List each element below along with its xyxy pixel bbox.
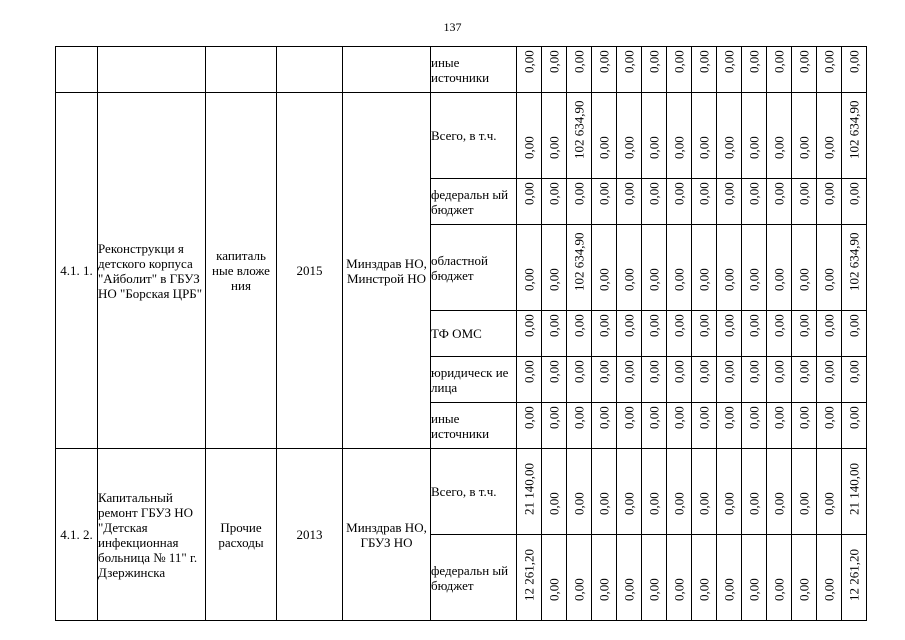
value-cell — [717, 311, 742, 357]
value-cell — [542, 179, 567, 225]
value-text: 0,00 — [771, 136, 787, 159]
value-cell — [667, 535, 692, 621]
value-text: 0,00 — [621, 268, 637, 291]
value-text: 0,00 — [671, 182, 687, 205]
value-text: 21 140,00 — [521, 463, 537, 515]
value-cell — [817, 357, 842, 403]
value-cell — [617, 449, 642, 535]
value-cell — [842, 449, 867, 535]
value-text: 0,00 — [721, 50, 737, 73]
value-cell — [642, 47, 667, 93]
value-text: 0,00 — [746, 492, 762, 515]
value-cell — [642, 535, 667, 621]
value-text: 0,00 — [621, 492, 637, 515]
value-cell — [767, 449, 792, 535]
value-text: 0,00 — [521, 182, 537, 205]
value-text: 0,00 — [596, 492, 612, 515]
value-text: 0,00 — [771, 268, 787, 291]
value-text: 0,00 — [546, 182, 562, 205]
value-text: 0,00 — [571, 50, 587, 73]
value-text: 0,00 — [696, 50, 712, 73]
value-cell — [767, 535, 792, 621]
value-text: 0,00 — [721, 492, 737, 515]
value-text: 0,00 — [546, 268, 562, 291]
value-text: 0,00 — [621, 314, 637, 337]
value-cell — [717, 449, 742, 535]
value-cell — [692, 535, 717, 621]
value-cell — [817, 311, 842, 357]
value-cell — [642, 93, 667, 179]
value-cell — [842, 357, 867, 403]
value-text: 0,00 — [821, 314, 837, 337]
value-cell — [667, 47, 692, 93]
value-cell — [692, 311, 717, 357]
value-text: 0,00 — [821, 492, 837, 515]
value-cell — [742, 179, 767, 225]
value-text: 0,00 — [571, 314, 587, 337]
value-cell — [717, 357, 742, 403]
value-text: 0,00 — [696, 268, 712, 291]
value-text: 21 140,00 — [846, 463, 862, 515]
item-year: 2013 — [277, 449, 343, 621]
value-cell — [742, 93, 767, 179]
value-text: 0,00 — [671, 492, 687, 515]
value-text: 0,00 — [696, 182, 712, 205]
value-text: 0,00 — [521, 268, 537, 291]
value-cell — [542, 535, 567, 621]
value-cell — [842, 225, 867, 311]
value-text: 0,00 — [721, 578, 737, 601]
value-text: 0,00 — [796, 360, 812, 383]
value-text: 0,00 — [521, 314, 537, 337]
value-cell — [667, 449, 692, 535]
item-name: Реконструкци я детского корпуса "Айболит" в ГБУЗ НО "Борская ЦРБ" — [98, 93, 206, 449]
value-cell — [692, 403, 717, 449]
value-text: 0,00 — [596, 406, 612, 429]
value-cell — [567, 403, 592, 449]
funding-source: областной бюджет — [431, 225, 517, 311]
value-text: 12 261,20 — [521, 549, 537, 601]
value-text: 0,00 — [771, 314, 787, 337]
value-text: 0,00 — [796, 578, 812, 601]
value-text: 0,00 — [646, 182, 662, 205]
value-text: 0,00 — [596, 182, 612, 205]
value-text: 0,00 — [671, 268, 687, 291]
value-cell — [792, 225, 817, 311]
value-text: 0,00 — [746, 268, 762, 291]
value-text: 0,00 — [621, 50, 637, 73]
value-cell — [792, 535, 817, 621]
item-year — [277, 47, 343, 93]
value-cell — [742, 535, 767, 621]
value-cell — [767, 179, 792, 225]
value-cell — [692, 47, 717, 93]
value-text: 0,00 — [521, 360, 537, 383]
value-text: 0,00 — [621, 136, 637, 159]
value-text: 0,00 — [521, 50, 537, 73]
value-text: 0,00 — [571, 492, 587, 515]
value-text: 0,00 — [671, 50, 687, 73]
value-cell — [567, 179, 592, 225]
value-text: 0,00 — [546, 360, 562, 383]
value-cell — [842, 47, 867, 93]
value-cell — [642, 225, 667, 311]
value-text: 0,00 — [821, 136, 837, 159]
value-cell — [542, 93, 567, 179]
value-text: 0,00 — [746, 360, 762, 383]
value-text: 0,00 — [546, 136, 562, 159]
value-cell — [567, 449, 592, 535]
value-cell — [592, 93, 617, 179]
value-text: 0,00 — [646, 50, 662, 73]
value-text: 0,00 — [671, 578, 687, 601]
value-cell — [792, 449, 817, 535]
value-text: 0,00 — [646, 360, 662, 383]
value-text: 102 634,90 — [571, 232, 587, 291]
value-cell — [717, 179, 742, 225]
value-cell — [667, 179, 692, 225]
value-text: 0,00 — [646, 492, 662, 515]
item-number — [56, 47, 98, 93]
funding-source: федеральн ый бюджет — [431, 535, 517, 621]
value-cell — [592, 357, 617, 403]
value-cell — [817, 47, 842, 93]
value-cell — [517, 311, 542, 357]
value-text: 0,00 — [646, 136, 662, 159]
value-cell — [592, 403, 617, 449]
value-text: 0,00 — [596, 50, 612, 73]
value-cell — [767, 225, 792, 311]
value-cell — [692, 93, 717, 179]
value-text: 0,00 — [596, 578, 612, 601]
funding-source: ТФ ОМС — [431, 311, 517, 357]
value-text: 102 634,90 — [846, 100, 862, 159]
funding-source: Всего, в т.ч. — [431, 449, 517, 535]
value-cell — [767, 47, 792, 93]
item-name — [98, 47, 206, 93]
value-cell — [667, 311, 692, 357]
value-cell — [667, 403, 692, 449]
value-cell — [742, 47, 767, 93]
value-text: 0,00 — [771, 182, 787, 205]
value-cell — [717, 47, 742, 93]
expense-type — [206, 47, 277, 93]
value-text: 0,00 — [621, 360, 637, 383]
value-text: 0,00 — [546, 492, 562, 515]
value-text: 0,00 — [796, 406, 812, 429]
value-cell — [642, 179, 667, 225]
value-text: 0,00 — [796, 50, 812, 73]
value-cell — [617, 535, 642, 621]
value-cell — [817, 225, 842, 311]
value-cell — [817, 449, 842, 535]
value-cell — [742, 403, 767, 449]
value-cell — [742, 357, 767, 403]
value-cell — [767, 403, 792, 449]
value-text: 0,00 — [546, 578, 562, 601]
value-cell — [717, 535, 742, 621]
value-cell — [592, 47, 617, 93]
value-cell — [667, 357, 692, 403]
value-cell — [567, 93, 592, 179]
value-cell — [817, 179, 842, 225]
item-name: Капитальный ремонт ГБУЗ НО "Детская инфекционная больница № 11" г. Дзержинска — [98, 449, 206, 621]
value-text: 0,00 — [796, 182, 812, 205]
value-cell — [617, 403, 642, 449]
value-text: 0,00 — [546, 50, 562, 73]
value-text: 0,00 — [571, 360, 587, 383]
value-text: 0,00 — [846, 314, 862, 337]
value-text: 0,00 — [746, 314, 762, 337]
value-text: 102 634,90 — [846, 232, 862, 291]
value-text: 0,00 — [746, 578, 762, 601]
value-cell — [617, 47, 642, 93]
value-cell — [842, 93, 867, 179]
value-text: 0,00 — [746, 50, 762, 73]
value-cell — [717, 225, 742, 311]
value-cell — [717, 93, 742, 179]
value-cell — [517, 535, 542, 621]
value-cell — [667, 93, 692, 179]
page-number: 137 — [443, 20, 462, 34]
value-text: 0,00 — [646, 314, 662, 337]
value-text: 0,00 — [696, 492, 712, 515]
value-cell — [517, 179, 542, 225]
value-text: 0,00 — [746, 136, 762, 159]
value-cell — [517, 93, 542, 179]
value-text: 0,00 — [821, 578, 837, 601]
value-cell — [517, 449, 542, 535]
value-text: 0,00 — [596, 136, 612, 159]
value-cell — [617, 357, 642, 403]
value-cell — [642, 403, 667, 449]
value-text: 0,00 — [671, 406, 687, 429]
expense-type: капиталь ные вложе ния — [206, 93, 277, 449]
value-text: 0,00 — [646, 406, 662, 429]
value-text: 0,00 — [621, 578, 637, 601]
value-cell — [517, 357, 542, 403]
value-text: 0,00 — [771, 406, 787, 429]
item-number: 4.1. 1. — [56, 93, 98, 449]
value-text: 0,00 — [721, 182, 737, 205]
funding-source: юридическ ие лица — [431, 357, 517, 403]
value-cell — [542, 403, 567, 449]
value-cell — [692, 225, 717, 311]
value-cell — [792, 357, 817, 403]
value-text: 0,00 — [696, 136, 712, 159]
value-text: 0,00 — [846, 406, 862, 429]
value-cell — [542, 311, 567, 357]
value-text: 0,00 — [621, 406, 637, 429]
value-text: 0,00 — [546, 314, 562, 337]
value-cell — [617, 93, 642, 179]
value-cell — [767, 93, 792, 179]
value-cell — [792, 47, 817, 93]
funding-source: иные источники — [431, 403, 517, 449]
value-text: 0,00 — [596, 268, 612, 291]
value-cell — [567, 47, 592, 93]
value-text: 0,00 — [846, 50, 862, 73]
value-cell — [617, 179, 642, 225]
value-cell — [642, 357, 667, 403]
value-cell — [592, 535, 617, 621]
responsible-organization: Минздрав НО, Минстрой НО — [343, 93, 431, 449]
value-cell — [517, 47, 542, 93]
value-cell — [692, 449, 717, 535]
value-text: 0,00 — [821, 50, 837, 73]
value-cell — [642, 311, 667, 357]
value-cell — [567, 311, 592, 357]
value-cell — [542, 47, 567, 93]
value-cell — [542, 449, 567, 535]
value-text: 0,00 — [721, 314, 737, 337]
value-cell — [792, 311, 817, 357]
value-text: 0,00 — [571, 406, 587, 429]
value-cell — [742, 225, 767, 311]
value-text: 0,00 — [821, 406, 837, 429]
value-cell — [592, 179, 617, 225]
value-text: 102 634,90 — [571, 100, 587, 159]
value-text: 0,00 — [571, 578, 587, 601]
responsible-organization: Минздрав НО, ГБУЗ НО — [343, 449, 431, 621]
value-text: 0,00 — [696, 578, 712, 601]
value-text: 0,00 — [771, 360, 787, 383]
value-cell — [842, 535, 867, 621]
value-cell — [792, 179, 817, 225]
value-cell — [617, 225, 642, 311]
value-text: 0,00 — [671, 360, 687, 383]
value-cell — [842, 179, 867, 225]
value-cell — [717, 403, 742, 449]
value-text: 0,00 — [521, 406, 537, 429]
value-cell — [817, 403, 842, 449]
funding-source: федеральн ый бюджет — [431, 179, 517, 225]
value-cell — [592, 225, 617, 311]
value-cell — [767, 357, 792, 403]
value-text: 0,00 — [696, 406, 712, 429]
value-text: 0,00 — [796, 314, 812, 337]
value-cell — [542, 357, 567, 403]
value-cell — [567, 225, 592, 311]
value-text: 0,00 — [796, 492, 812, 515]
funding-source: Всего, в т.ч. — [431, 93, 517, 179]
value-cell — [567, 535, 592, 621]
value-cell — [842, 311, 867, 357]
value-text: 0,00 — [821, 360, 837, 383]
value-cell — [592, 449, 617, 535]
value-text: 0,00 — [671, 314, 687, 337]
value-text: 0,00 — [821, 268, 837, 291]
value-text: 0,00 — [746, 182, 762, 205]
value-cell — [742, 449, 767, 535]
value-text: 0,00 — [771, 50, 787, 73]
value-text: 0,00 — [596, 360, 612, 383]
item-number: 4.1. 2. — [56, 449, 98, 621]
value-cell — [542, 225, 567, 311]
value-cell — [567, 357, 592, 403]
value-text: 0,00 — [696, 360, 712, 383]
item-year: 2015 — [277, 93, 343, 449]
value-text: 0,00 — [721, 406, 737, 429]
value-cell — [842, 403, 867, 449]
value-text: 0,00 — [846, 182, 862, 205]
value-cell — [742, 311, 767, 357]
value-text: 0,00 — [721, 136, 737, 159]
value-cell — [767, 311, 792, 357]
value-text: 0,00 — [646, 578, 662, 601]
expense-type: Прочие расходы — [206, 449, 277, 621]
value-text: 0,00 — [746, 406, 762, 429]
value-text: 0,00 — [696, 314, 712, 337]
table-row — [56, 449, 867, 535]
value-cell — [692, 179, 717, 225]
value-cell — [592, 311, 617, 357]
value-text: 0,00 — [821, 182, 837, 205]
value-text: 0,00 — [546, 406, 562, 429]
value-text: 0,00 — [671, 136, 687, 159]
table-row — [56, 93, 867, 179]
value-cell — [817, 93, 842, 179]
value-text: 0,00 — [621, 182, 637, 205]
value-text: 0,00 — [721, 360, 737, 383]
value-cell — [617, 311, 642, 357]
value-text: 0,00 — [796, 136, 812, 159]
value-cell — [817, 535, 842, 621]
table-row — [56, 47, 867, 93]
value-cell — [792, 403, 817, 449]
value-text: 0,00 — [846, 360, 862, 383]
value-text: 0,00 — [646, 268, 662, 291]
budget-table — [55, 46, 867, 621]
value-cell — [692, 357, 717, 403]
value-cell — [517, 403, 542, 449]
value-text: 0,00 — [571, 182, 587, 205]
value-cell — [642, 449, 667, 535]
funding-source: иные источники — [431, 47, 517, 93]
value-text: 0,00 — [596, 314, 612, 337]
value-cell — [667, 225, 692, 311]
value-text: 0,00 — [796, 268, 812, 291]
value-text: 0,00 — [521, 136, 537, 159]
value-text: 0,00 — [771, 578, 787, 601]
value-cell — [792, 93, 817, 179]
value-cell — [517, 225, 542, 311]
value-text: 12 261,20 — [846, 549, 862, 601]
value-text: 0,00 — [771, 492, 787, 515]
value-text: 0,00 — [721, 268, 737, 291]
responsible-organization — [343, 47, 431, 93]
